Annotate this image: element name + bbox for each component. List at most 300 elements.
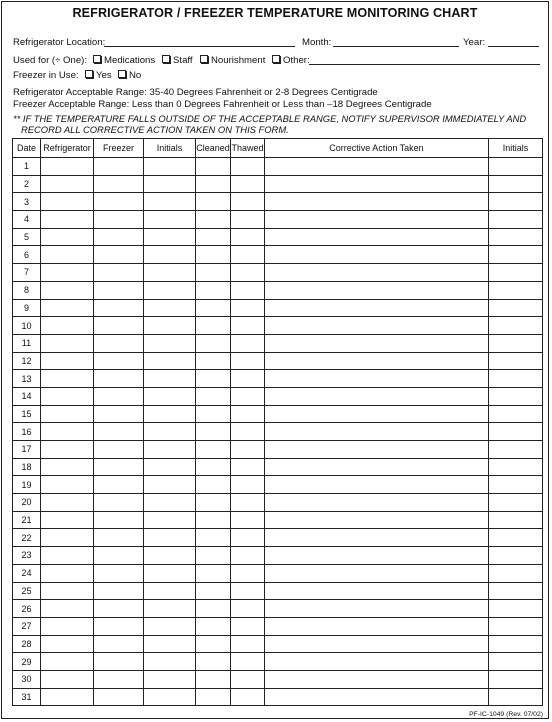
initials-cell[interactable] [144, 547, 196, 565]
thawed-cell[interactable] [231, 281, 265, 299]
refrigerator-cell[interactable] [41, 511, 94, 529]
table-row [13, 564, 543, 582]
table-row [13, 423, 543, 441]
column-header-date: Date [13, 139, 41, 158]
freezer-cell[interactable] [94, 635, 144, 653]
corrective-action-cell[interactable] [265, 564, 489, 582]
temperature-log-table [12, 138, 543, 706]
refrigerator-cell[interactable] [41, 317, 94, 335]
thawed-cell[interactable] [231, 370, 265, 388]
refrigerator-range: Refrigerator Acceptable Range: 35-40 Degrees Fahrenheit or 2-8 Degrees Centigrade [13, 87, 378, 98]
freezer-cell[interactable] [94, 600, 144, 618]
thawed-cell[interactable] [231, 564, 265, 582]
corrective-action-cell[interactable] [265, 299, 489, 317]
corrective-action-cell[interactable] [265, 352, 489, 370]
freezer-cell[interactable] [94, 370, 144, 388]
freezer-cell[interactable] [94, 494, 144, 512]
refrigerator-cell[interactable] [41, 600, 94, 618]
thawed-cell[interactable] [231, 317, 265, 335]
date-cell: 28 [13, 635, 41, 653]
refrigerator-cell[interactable] [41, 264, 94, 282]
initials-2-cell[interactable] [489, 281, 543, 299]
initials-cell[interactable] [144, 511, 196, 529]
refrigerator-cell[interactable] [41, 476, 94, 494]
table-row [13, 511, 543, 529]
table-row [13, 529, 543, 547]
freezer-cell[interactable] [94, 670, 144, 688]
freezer-cell[interactable] [94, 688, 144, 706]
date-cell: 21 [13, 511, 41, 529]
refrigerator-cell[interactable] [41, 158, 94, 176]
column-header-freezer: Freezer [94, 139, 144, 158]
cleaned-cell[interactable] [196, 441, 231, 459]
table-row [13, 670, 543, 688]
date-cell: 16 [13, 423, 41, 441]
thawed-cell[interactable] [231, 175, 265, 193]
initials-2-cell[interactable] [489, 564, 543, 582]
cleaned-cell[interactable] [196, 476, 231, 494]
thawed-cell[interactable] [231, 423, 265, 441]
refrigerator-cell[interactable] [41, 670, 94, 688]
location-field[interactable] [104, 46, 295, 47]
thawed-cell[interactable] [231, 352, 265, 370]
refrigerator-cell[interactable] [41, 193, 94, 211]
cleaned-cell[interactable] [196, 352, 231, 370]
cleaned-cell[interactable] [196, 228, 231, 246]
initials-cell[interactable] [144, 387, 196, 405]
corrective-action-cell[interactable] [265, 653, 489, 671]
cleaned-cell[interactable] [196, 423, 231, 441]
table-row [13, 370, 543, 388]
initials-2-cell[interactable] [489, 228, 543, 246]
table-row [13, 211, 543, 229]
freezer-cell[interactable] [94, 387, 144, 405]
corrective-action-cell[interactable] [265, 211, 489, 229]
warning-line-1: ** IF THE TEMPERATURE FALLS OUTSIDE OF THE ACCEPTABLE RANGE, NOTIFY SUPERVISOR IMMEDIATELY AND [13, 113, 527, 124]
corrective-action-cell[interactable] [265, 193, 489, 211]
cleaned-cell[interactable] [196, 670, 231, 688]
refrigerator-cell[interactable] [41, 281, 94, 299]
date-cell: 11 [13, 334, 41, 352]
cleaned-cell[interactable] [196, 317, 231, 335]
other-field[interactable] [309, 64, 540, 65]
thawed-cell[interactable] [231, 529, 265, 547]
cleaned-cell[interactable] [196, 529, 231, 547]
initials-cell[interactable] [144, 158, 196, 176]
table-row [13, 405, 543, 423]
date-cell: 18 [13, 458, 41, 476]
corrective-action-cell[interactable] [265, 617, 489, 635]
refrigerator-cell[interactable] [41, 352, 94, 370]
initials-cell[interactable] [144, 193, 196, 211]
cleaned-cell[interactable] [196, 582, 231, 600]
date-cell: 27 [13, 617, 41, 635]
freezer-cell[interactable] [94, 423, 144, 441]
date-cell: 6 [13, 246, 41, 264]
table-row [13, 334, 543, 352]
thawed-cell[interactable] [231, 582, 265, 600]
used-for-nourishment[interactable]: Nourishment [200, 55, 265, 66]
date-cell: 7 [13, 264, 41, 282]
thawed-cell[interactable] [231, 334, 265, 352]
warning-note [13, 114, 533, 135]
thawed-cell[interactable] [231, 670, 265, 688]
freezer-cell[interactable] [94, 317, 144, 335]
used-for-staff[interactable]: Staff [162, 55, 193, 66]
refrigerator-cell[interactable] [41, 334, 94, 352]
table-row [13, 688, 543, 706]
freezer-cell[interactable] [94, 175, 144, 193]
table-row [13, 387, 543, 405]
date-cell: 8 [13, 281, 41, 299]
freezer-in-use-label: Freezer in Use: [13, 70, 79, 81]
freezer-in-use-no[interactable]: No [118, 70, 141, 81]
cleaned-cell[interactable] [196, 458, 231, 476]
initials-cell[interactable] [144, 441, 196, 459]
year-field[interactable] [488, 46, 539, 47]
cleaned-cell[interactable] [196, 370, 231, 388]
table-row [13, 600, 543, 618]
refrigerator-cell[interactable] [41, 529, 94, 547]
table-row [13, 476, 543, 494]
initials-2-cell[interactable] [489, 635, 543, 653]
initials-2-cell[interactable] [489, 476, 543, 494]
date-cell: 15 [13, 405, 41, 423]
initials-cell[interactable] [144, 211, 196, 229]
thawed-cell[interactable] [231, 228, 265, 246]
corrective-action-cell[interactable] [265, 441, 489, 459]
thawed-cell[interactable] [231, 511, 265, 529]
thawed-cell[interactable] [231, 476, 265, 494]
refrigerator-cell[interactable] [41, 547, 94, 565]
date-cell: 12 [13, 352, 41, 370]
corrective-action-cell[interactable] [265, 688, 489, 706]
corrective-action-cell[interactable] [265, 494, 489, 512]
initials-cell[interactable] [144, 175, 196, 193]
corrective-action-cell[interactable] [265, 458, 489, 476]
table-row [13, 635, 543, 653]
thawed-cell[interactable] [231, 246, 265, 264]
initials-2-cell[interactable] [489, 423, 543, 441]
table-row [13, 193, 543, 211]
corrective-action-cell[interactable] [265, 317, 489, 335]
initials-2-cell[interactable] [489, 688, 543, 706]
thawed-cell[interactable] [231, 688, 265, 706]
initials-cell[interactable] [144, 582, 196, 600]
refrigerator-cell[interactable] [41, 617, 94, 635]
cleaned-cell[interactable] [196, 600, 231, 618]
refrigerator-cell[interactable] [41, 653, 94, 671]
refrigerator-cell[interactable] [41, 211, 94, 229]
freezer-cell[interactable] [94, 228, 144, 246]
corrective-action-cell[interactable] [265, 246, 489, 264]
corrective-action-cell[interactable] [265, 476, 489, 494]
initials-cell[interactable] [144, 600, 196, 618]
table-row [13, 494, 543, 512]
table-row [13, 175, 543, 193]
date-cell: 14 [13, 387, 41, 405]
column-header-initials: Initials [144, 139, 196, 158]
cleaned-cell[interactable] [196, 175, 231, 193]
refrigerator-cell[interactable] [41, 387, 94, 405]
initials-2-cell[interactable] [489, 193, 543, 211]
thawed-cell[interactable] [231, 617, 265, 635]
corrective-action-cell[interactable] [265, 529, 489, 547]
initials-2-cell[interactable] [489, 653, 543, 671]
initials-2-cell[interactable] [489, 299, 543, 317]
column-header-refrigerator: Refrigerator [41, 139, 94, 158]
freezer-cell[interactable] [94, 476, 144, 494]
thawed-cell[interactable] [231, 547, 265, 565]
table-row [13, 547, 543, 565]
initials-cell[interactable] [144, 635, 196, 653]
cleaned-cell[interactable] [196, 211, 231, 229]
initials-cell[interactable] [144, 688, 196, 706]
initials-2-cell[interactable] [489, 582, 543, 600]
date-cell: 31 [13, 688, 41, 706]
checkbox-icon[interactable] [85, 70, 93, 78]
freezer-cell[interactable] [94, 441, 144, 459]
initials-cell[interactable] [144, 423, 196, 441]
refrigerator-cell[interactable] [41, 246, 94, 264]
initials-cell[interactable] [144, 264, 196, 282]
corrective-action-cell[interactable] [265, 635, 489, 653]
freezer-cell[interactable] [94, 352, 144, 370]
checkbox-icon[interactable] [200, 55, 208, 63]
cleaned-cell[interactable] [196, 688, 231, 706]
corrective-action-cell[interactable] [265, 582, 489, 600]
refrigerator-cell[interactable] [41, 582, 94, 600]
cleaned-cell[interactable] [196, 246, 231, 264]
thawed-cell[interactable] [231, 193, 265, 211]
date-cell: 2 [13, 175, 41, 193]
table-row [13, 352, 543, 370]
initials-cell[interactable] [144, 494, 196, 512]
table-body [13, 158, 543, 706]
freezer-cell[interactable] [94, 211, 144, 229]
table-row [13, 582, 543, 600]
thawed-cell[interactable] [231, 211, 265, 229]
initials-2-cell[interactable] [489, 529, 543, 547]
initials-2-cell[interactable] [489, 387, 543, 405]
freezer-cell[interactable] [94, 299, 144, 317]
initials-cell[interactable] [144, 653, 196, 671]
cleaned-cell[interactable] [196, 264, 231, 282]
initials-cell[interactable] [144, 246, 196, 264]
freezer-cell[interactable] [94, 564, 144, 582]
freezer-cell[interactable] [94, 458, 144, 476]
month-field[interactable] [333, 46, 459, 47]
corrective-action-cell[interactable] [265, 228, 489, 246]
corrective-action-cell[interactable] [265, 547, 489, 565]
initials-cell[interactable] [144, 317, 196, 335]
freezer-in-use-yes[interactable]: Yes [85, 70, 112, 81]
initials-2-cell[interactable] [489, 211, 543, 229]
initials-cell[interactable] [144, 281, 196, 299]
thawed-cell[interactable] [231, 458, 265, 476]
initials-cell[interactable] [144, 405, 196, 423]
location-label: Refrigerator Location: [13, 37, 106, 48]
used-for-medications[interactable]: Medications [93, 55, 155, 66]
corrective-action-cell[interactable] [265, 405, 489, 423]
cleaned-cell[interactable] [196, 158, 231, 176]
column-header-initials-2: Initials [489, 139, 543, 158]
initials-2-cell[interactable] [489, 334, 543, 352]
cleaned-cell[interactable] [196, 635, 231, 653]
freezer-cell[interactable] [94, 547, 144, 565]
initials-cell[interactable] [144, 476, 196, 494]
cleaned-cell[interactable] [196, 617, 231, 635]
cleaned-cell[interactable] [196, 494, 231, 512]
initials-cell[interactable] [144, 228, 196, 246]
thawed-cell[interactable] [231, 387, 265, 405]
freezer-cell[interactable] [94, 582, 144, 600]
initials-2-cell[interactable] [489, 175, 543, 193]
column-header-cleaned: Cleaned [196, 139, 231, 158]
freezer-cell[interactable] [94, 264, 144, 282]
refrigerator-cell[interactable] [41, 688, 94, 706]
refrigerator-cell[interactable] [41, 441, 94, 459]
initials-2-cell[interactable] [489, 617, 543, 635]
date-cell: 9 [13, 299, 41, 317]
corrective-action-cell[interactable] [265, 281, 489, 299]
thawed-cell[interactable] [231, 635, 265, 653]
cleaned-cell[interactable] [196, 299, 231, 317]
corrective-action-cell[interactable] [265, 511, 489, 529]
cleaned-cell[interactable] [196, 405, 231, 423]
thawed-cell[interactable] [231, 405, 265, 423]
corrective-action-cell[interactable] [265, 264, 489, 282]
initials-cell[interactable] [144, 352, 196, 370]
column-header-corrective-action: Corrective Action Taken [265, 139, 489, 158]
cleaned-cell[interactable] [196, 193, 231, 211]
initials-cell[interactable] [144, 334, 196, 352]
thawed-cell[interactable] [231, 441, 265, 459]
initials-2-cell[interactable] [489, 494, 543, 512]
corrective-action-cell[interactable] [265, 158, 489, 176]
date-cell: 30 [13, 670, 41, 688]
initials-2-cell[interactable] [489, 405, 543, 423]
initials-2-cell[interactable] [489, 600, 543, 618]
freezer-cell[interactable] [94, 511, 144, 529]
initials-2-cell[interactable] [489, 264, 543, 282]
thawed-cell[interactable] [231, 264, 265, 282]
freezer-cell[interactable] [94, 246, 144, 264]
refrigerator-cell[interactable] [41, 405, 94, 423]
cleaned-cell[interactable] [196, 547, 231, 565]
corrective-action-cell[interactable] [265, 600, 489, 618]
freezer-cell[interactable] [94, 158, 144, 176]
cleaned-cell[interactable] [196, 387, 231, 405]
column-header-thawed: Thawed [231, 139, 265, 158]
table-header-row [13, 139, 543, 158]
refrigerator-cell[interactable] [41, 175, 94, 193]
initials-2-cell[interactable] [489, 547, 543, 565]
refrigerator-cell[interactable] [41, 564, 94, 582]
corrective-action-cell[interactable] [265, 175, 489, 193]
date-cell: 29 [13, 653, 41, 671]
refrigerator-cell[interactable] [41, 494, 94, 512]
table-row [13, 228, 543, 246]
cleaned-cell[interactable] [196, 564, 231, 582]
initials-2-cell[interactable] [489, 246, 543, 264]
initials-2-cell[interactable] [489, 370, 543, 388]
refrigerator-cell[interactable] [41, 370, 94, 388]
freezer-cell[interactable] [94, 193, 144, 211]
checkbox-icon[interactable] [272, 55, 280, 63]
cleaned-cell[interactable] [196, 334, 231, 352]
cleaned-cell[interactable] [196, 281, 231, 299]
date-cell: 19 [13, 476, 41, 494]
checkbox-icon[interactable] [162, 55, 170, 63]
corrective-action-cell[interactable] [265, 387, 489, 405]
date-cell: 3 [13, 193, 41, 211]
corrective-action-cell[interactable] [265, 334, 489, 352]
checkbox-icon[interactable] [118, 70, 126, 78]
initials-cell[interactable] [144, 529, 196, 547]
used-for-other[interactable]: Other: [272, 55, 310, 66]
refrigerator-cell[interactable] [41, 635, 94, 653]
cleaned-cell[interactable] [196, 511, 231, 529]
thawed-cell[interactable] [231, 158, 265, 176]
corrective-action-cell[interactable] [265, 370, 489, 388]
date-cell: 4 [13, 211, 41, 229]
corrective-action-cell[interactable] [265, 670, 489, 688]
initials-cell[interactable] [144, 564, 196, 582]
thawed-cell[interactable] [231, 600, 265, 618]
checkbox-icon[interactable] [93, 55, 101, 63]
initials-cell[interactable] [144, 670, 196, 688]
thawed-cell[interactable] [231, 494, 265, 512]
initials-cell[interactable] [144, 617, 196, 635]
table-row [13, 653, 543, 671]
date-cell: 24 [13, 564, 41, 582]
refrigerator-cell[interactable] [41, 299, 94, 317]
refrigerator-cell[interactable] [41, 458, 94, 476]
initials-2-cell[interactable] [489, 441, 543, 459]
freezer-cell[interactable] [94, 334, 144, 352]
initials-2-cell[interactable] [489, 158, 543, 176]
date-cell: 13 [13, 370, 41, 388]
thawed-cell[interactable] [231, 299, 265, 317]
cleaned-cell[interactable] [196, 653, 231, 671]
table-row [13, 246, 543, 264]
thawed-cell[interactable] [231, 653, 265, 671]
table-row [13, 317, 543, 335]
corrective-action-cell[interactable] [265, 423, 489, 441]
freezer-cell[interactable] [94, 617, 144, 635]
initials-cell[interactable] [144, 370, 196, 388]
initials-cell[interactable] [144, 458, 196, 476]
refrigerator-cell[interactable] [41, 423, 94, 441]
refrigerator-cell[interactable] [41, 228, 94, 246]
table-row [13, 299, 543, 317]
year-label: Year: [463, 37, 486, 48]
freezer-cell[interactable] [94, 529, 144, 547]
initials-2-cell[interactable] [489, 511, 543, 529]
initials-2-cell[interactable] [489, 317, 543, 335]
date-cell: 20 [13, 494, 41, 512]
initials-2-cell[interactable] [489, 352, 543, 370]
initials-cell[interactable] [144, 299, 196, 317]
initials-2-cell[interactable] [489, 458, 543, 476]
freezer-cell[interactable] [94, 281, 144, 299]
freezer-cell[interactable] [94, 653, 144, 671]
table-row [13, 441, 543, 459]
warning-line-2: RECORD ALL CORRECTIVE ACTION TAKEN ON THIS FORM. [21, 123, 289, 135]
initials-2-cell[interactable] [489, 670, 543, 688]
freezer-cell[interactable] [94, 405, 144, 423]
